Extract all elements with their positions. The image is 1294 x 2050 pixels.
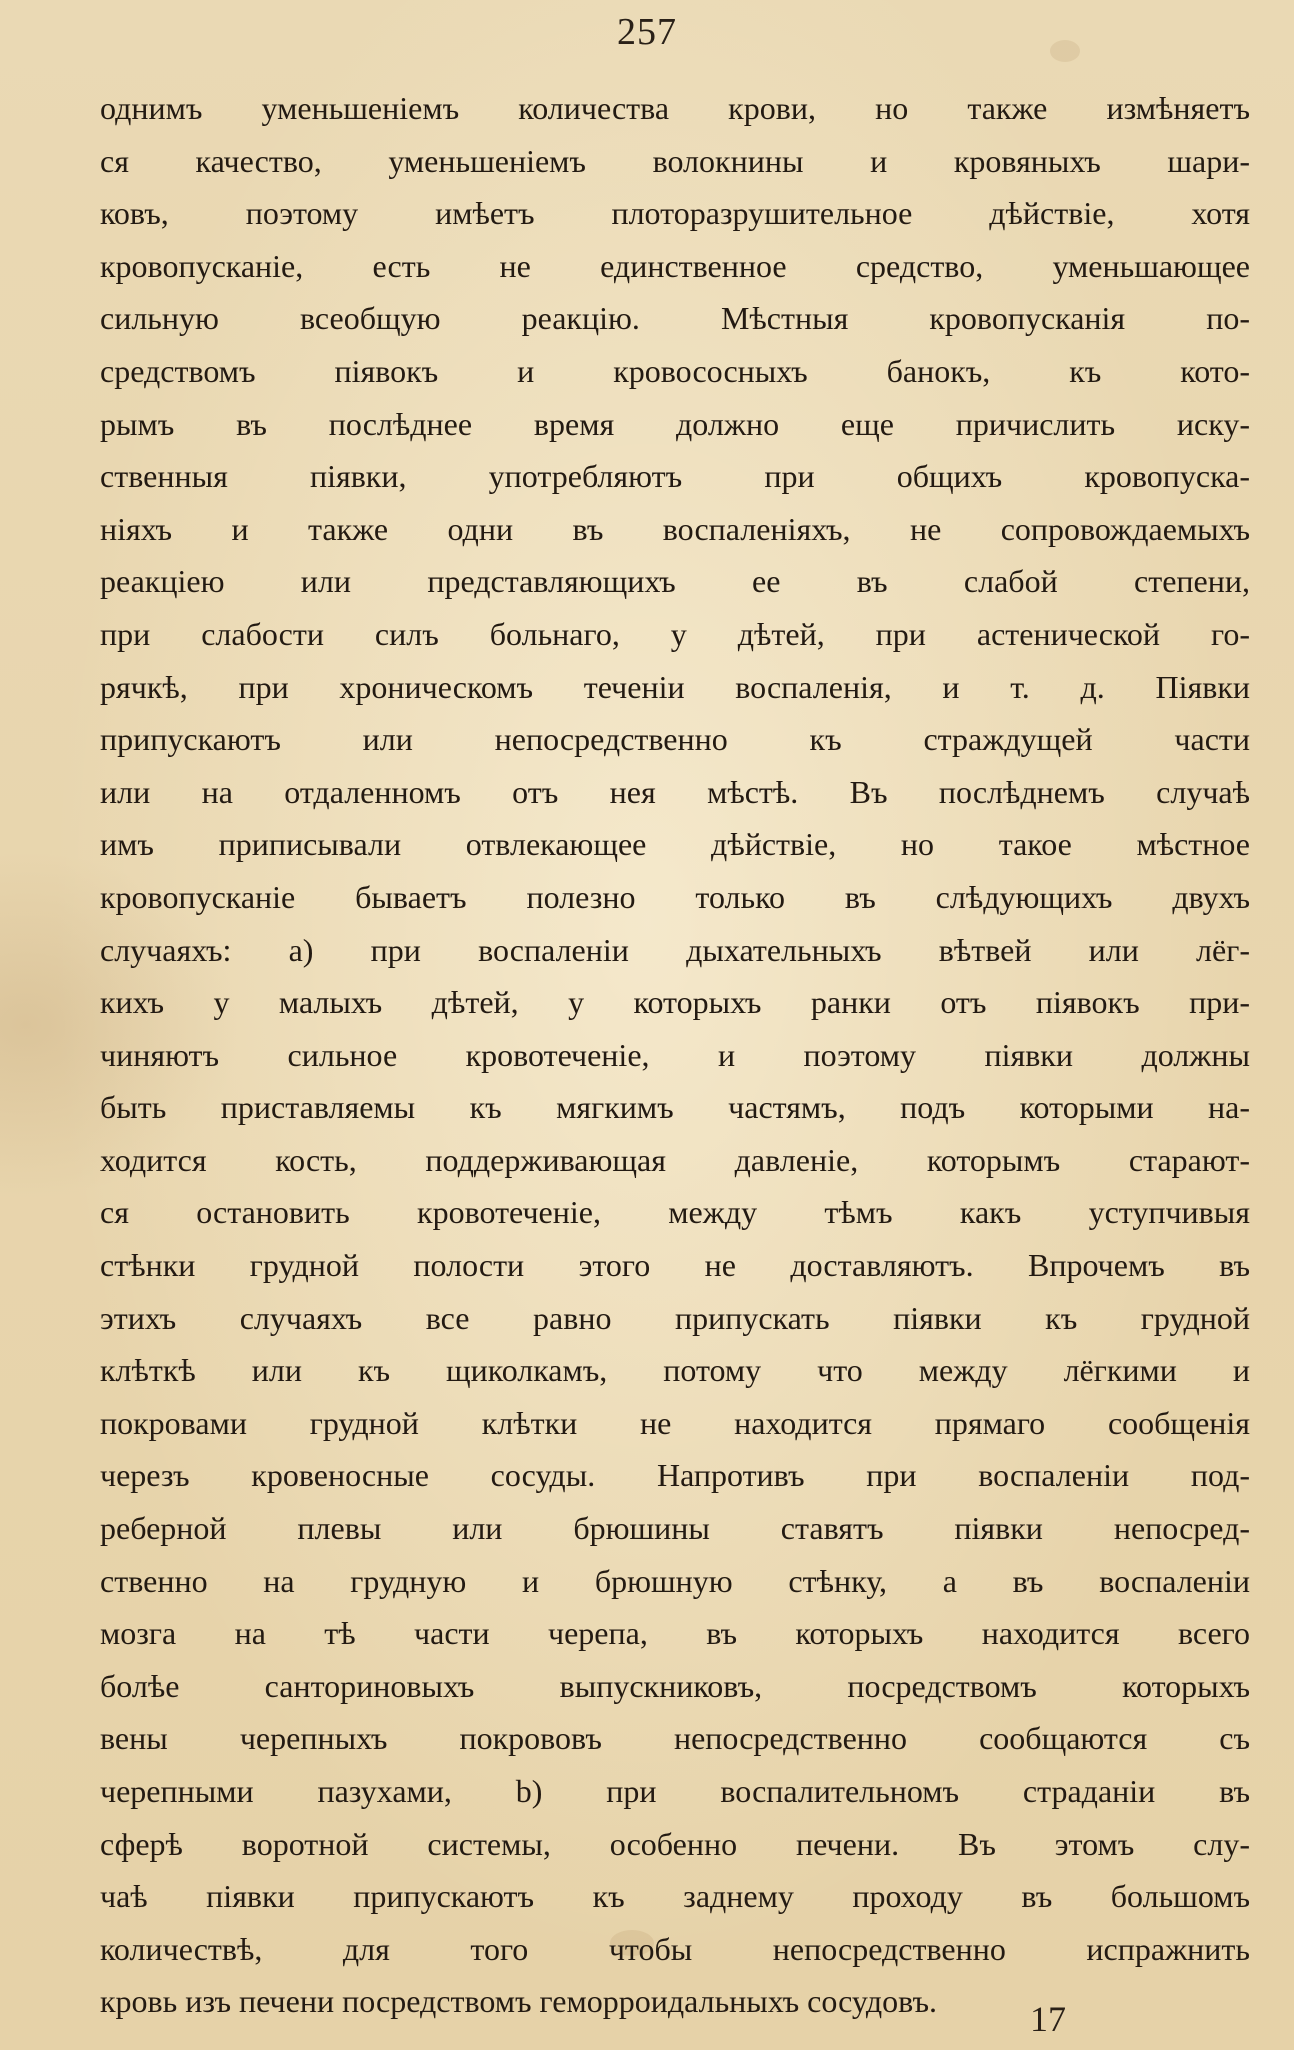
text-line: ся качество, уменьшеніемъ волокнины и кровяныхъ шари- xyxy=(100,142,1250,179)
text-line: рячкѣ, при хроническомъ теченіи воспаленія, и т. д. Піявки xyxy=(100,668,1250,705)
text-line: реакціею или представляющихъ ее въ слабой степени, xyxy=(100,563,1250,600)
text-line: мозга на тѣ части черепа, въ которыхъ находится всего xyxy=(100,1615,1250,1652)
text-line: ственныя піявки, употребляютъ при общихъ кровопуска- xyxy=(100,458,1250,495)
text-line: кихъ у малыхъ дѣтей, у которыхъ ранки отъ піявокъ при- xyxy=(100,984,1250,1021)
text-line: рымъ въ послѣднее время должно еще причислить иску- xyxy=(100,405,1250,442)
text-line: вены черепныхъ покрововъ непосредственно сообщаются съ xyxy=(100,1720,1250,1757)
text-line: быть приставляемы къ мягкимъ частямъ, подъ которыми на- xyxy=(100,1089,1250,1126)
text-line: количествѣ, для того чтобы непосредственно испражнить xyxy=(100,1930,1250,1967)
text-line: черепными пазухами, b) при воспалительномъ страданіи въ xyxy=(100,1773,1250,1809)
text-line: черезъ кровеносные сосуды. Напротивъ при воспаленіи под- xyxy=(100,1457,1250,1494)
text-line: ніяхъ и также одни въ воспаленіяхъ, не сопровождаемыхъ xyxy=(100,510,1250,547)
text-line: припускаютъ или непосредственно къ страждущей части xyxy=(100,721,1250,758)
text-line: ходится кость, поддерживающая давленіе, которымъ старают- xyxy=(100,1141,1250,1178)
text-line: клѣткѣ или къ щиколкамъ, потому что между лёгкими и xyxy=(100,1352,1250,1389)
text-line: этихъ случаяхъ все равно припускать піявки къ грудной xyxy=(100,1299,1250,1336)
text-line: стѣнки грудной полости этого не доставляютъ. Впрочемъ въ xyxy=(100,1247,1250,1284)
text-line: ся остановить кровотеченіе, между тѣмъ какъ уступчивыя xyxy=(100,1194,1250,1231)
text-line: чаѣ піявки припускаютъ къ заднему проходу въ большомъ xyxy=(100,1878,1250,1915)
text-line: кровь изъ печени посредствомъ геморроидальныхъ сосудовъ. xyxy=(100,1983,938,2020)
text-line: покровами грудной клѣтки не находится прямаго сообщенія xyxy=(100,1404,1250,1441)
text-line: случаяхъ: а) при воспаленіи дыхательныхъ вѣтвей или лёг- xyxy=(100,931,1250,968)
body-text xyxy=(100,82,1250,2028)
text-line: реберной плевы или брюшины ставятъ піявки непосред- xyxy=(100,1510,1250,1547)
text-line: кровопусканіе, есть не единственное средство, уменьшающее xyxy=(100,247,1250,284)
text-line: или на отдаленномъ отъ нея мѣстѣ. Въ послѣднемъ случаѣ xyxy=(100,773,1250,810)
text-line: сильную всеобщую реакцію. Мѣстныя кровопусканія по- xyxy=(100,300,1250,337)
text-line: средствомъ піявокъ и кровососныхъ банокъ, къ кото- xyxy=(100,352,1250,389)
text-line: сферѣ воротной системы, особенно печени. Въ этомъ слу- xyxy=(100,1825,1250,1862)
text-line: чиняютъ сильное кровотеченіе, и поэтому піявки должны xyxy=(100,1036,1250,1073)
signature-mark: 17 xyxy=(1030,1999,1066,2039)
text-line: имъ приписывали отвлекающее дѣйствіе, но такое мѣстное xyxy=(100,826,1250,863)
text-line: ковъ, поэтому имѣетъ плоторазрушительное дѣйствіе, хотя xyxy=(100,195,1250,232)
text-line: при слабости силъ больнаго, у дѣтей, при астенической го- xyxy=(100,615,1250,652)
text-line: болѣе санториновыхъ выпускниковъ, посредствомъ которыхъ xyxy=(100,1667,1250,1704)
text-line: однимъ уменьшеніемъ количества крови, но также измѣняетъ xyxy=(100,90,1250,126)
page-number: 257 xyxy=(617,11,677,53)
text-line: кровопусканіе бываетъ полезно только въ слѣдующихъ двухъ xyxy=(100,878,1250,915)
text-line: ственно на грудную и брюшную стѣнку, а въ воспаленіи xyxy=(100,1562,1250,1599)
